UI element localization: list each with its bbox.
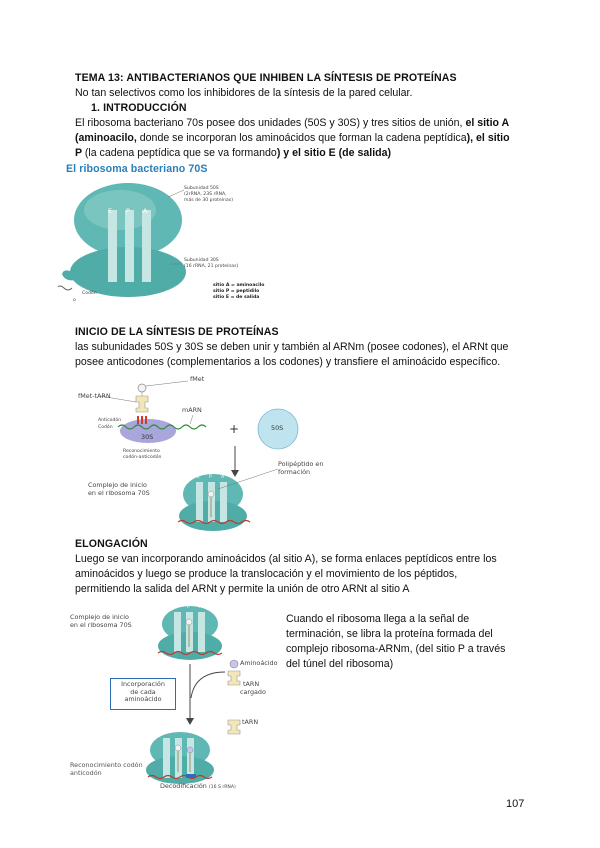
figure-ribosome-70s (58, 160, 308, 305)
intro-text: (la cadena peptídica que se va formando (84, 147, 277, 159)
elongacion-line-2: aminoácidos y luego se produce la translocación y el movimiento de los péptidos, (75, 568, 458, 580)
intro-bold: P (75, 147, 85, 159)
complex-label-2: en el ribosoma 70S (70, 621, 132, 629)
incorporation-box (110, 678, 176, 710)
inicio-heading: INICIO DE LA SÍNTESIS DE PROTEÍNAS (75, 326, 279, 338)
sub30-label: 30S (141, 433, 154, 441)
intro-bold: (aminoacilo, (75, 132, 140, 144)
aminoacid-label: Aminoácido (240, 659, 278, 667)
intro-text: donde se incorporan los aminoácidos que forman la cadena peptídica (139, 132, 467, 144)
legend-site-p: sitio P = peptidilo (213, 289, 260, 294)
anticodon-label: Anticodón (98, 418, 122, 423)
complex-label-2: en el ribosoma 70S (88, 489, 150, 497)
elongacion-heading: ELONGACIÓN (75, 538, 148, 550)
sub30-label-1: Subunidad 30S (184, 258, 219, 263)
fmet-label: fMet (190, 375, 205, 383)
incorporation-label-1: Incorporación (121, 680, 165, 688)
incorporation-label-3: aminoácido (124, 695, 162, 703)
intro-line-3 (75, 146, 391, 161)
terminacion-line-1: Cuando el ribosoma llega a la señal de (286, 613, 470, 625)
site-e-label: E (175, 605, 178, 610)
incorporation-label-2: de cada (130, 687, 156, 696)
polypeptide-label-1: Polipéptido en (278, 460, 324, 468)
intro-line-1 (75, 116, 509, 131)
codon-mark: o (73, 298, 76, 303)
terminacion-line-2: terminación, se libra la proteína formada del (286, 628, 493, 640)
sub50-label: 50S (271, 424, 284, 432)
codon-label: Codón (82, 291, 97, 296)
recognition-label-2: codón-anticodón (123, 455, 162, 460)
intro-text: El ribosoma bacteriano 70s posee dos unidades (50S y 30S) y tres sitios de unión, (75, 117, 466, 129)
terminacion-line-3: complejo ribosoma-ARNm, (del sitio P a través (286, 643, 506, 655)
intro-bold: el sitio A (465, 117, 510, 129)
tarn-label: tARN (242, 718, 259, 726)
document-title: TEMA 13: ANTIBACTERIANOS QUE INHIBEN LA SÍNTESIS DE PROTEÍNAS (75, 72, 457, 84)
sub50-label-2: (2rRNA, 23S rRNA, (184, 192, 227, 197)
figure1-title: El ribosoma bacteriano 70S (66, 163, 208, 175)
site-e-label: E (197, 475, 200, 480)
intro-bold: ), el sitio (466, 132, 510, 144)
figure-elongation (70, 602, 280, 792)
site-p-bar (125, 207, 134, 282)
site-a-label: A (143, 207, 148, 215)
page-number: 107 (506, 798, 525, 810)
legend-site-e: sitio E = de salida (213, 295, 260, 300)
site-e-label: E (108, 207, 113, 215)
site-p-label: P (187, 605, 190, 610)
recognition-label-1: Reconocimiento codón (70, 761, 143, 769)
plus-sign: + (229, 422, 240, 436)
site-a-label: A (199, 605, 203, 610)
inicio-line-1: las subunidades 50S y 30S se deben unir y también al ARNm (posee codones), el ARNt que (75, 341, 509, 353)
marn-label: mARN (182, 406, 202, 414)
sub50-label-1: Subunidad 50S (184, 186, 219, 191)
intro-bold: ) y el sitio E (de salida) (276, 147, 392, 159)
charged-tarn-label-1: tARN (243, 680, 260, 688)
intro-heading: 1. INTRODUCCIÓN (91, 102, 187, 114)
site-e-bar (108, 207, 117, 282)
site-a-label: A (221, 475, 225, 480)
decoding-text: Decodificación (160, 782, 207, 790)
complex-label-1: Complejo de inicio (88, 481, 147, 489)
decoding-label (160, 783, 236, 791)
intro-line-2 (75, 131, 510, 146)
sub50-label-3: más de 30 proteínas) (184, 198, 233, 203)
site-p-label: P (209, 475, 212, 480)
ribosome-70s-diagram (58, 160, 308, 305)
site-a-bar (142, 207, 151, 282)
elongacion-line-3: permitiendo la salida del ARNt y permite la unión de otro ARNt al sitio A (75, 583, 410, 595)
fmet-circle (138, 384, 146, 392)
document-subtitle: No tan selectivos como los inhibidores de la síntesis de la pared celular. (75, 87, 413, 99)
tarn-shape (136, 396, 148, 412)
decoding-rrna: (16 S rRNA) (208, 785, 236, 790)
site-p-label: P (126, 207, 130, 215)
figure-initiation (78, 374, 358, 534)
recognition-label-1: Reconocimiento (123, 449, 160, 454)
terminacion-line-4: del túnel del ribosoma) (286, 658, 394, 670)
fmet-tarn-label: fMet-tARN (78, 392, 111, 400)
charged-tarn-shape (228, 671, 240, 685)
charged-tarn-label-2: cargado (240, 688, 266, 696)
inicio-line-2: posee anticodones (complementarios a los codones) y transfiere el aminoácido específico. (75, 356, 501, 368)
elongacion-line-1: Luego se van incorporando aminoácidos (al sitio A), se forma enlaces peptídicos entre los (75, 553, 497, 565)
tarn-shape (228, 720, 240, 734)
complex-label-1: Complejo de inicio (70, 613, 129, 621)
codon-label: Codón (98, 425, 113, 430)
polypeptide-label-2: formación (278, 468, 311, 476)
recognition-label-2: anticodón (70, 769, 102, 777)
sub30-label-2: (16 rRNA, 21 proteínas) (184, 264, 239, 269)
initiation-diagram (78, 374, 358, 534)
legend-site-a: sitio A = aminoacilo (213, 283, 265, 288)
aminoacid-circle (230, 660, 238, 668)
